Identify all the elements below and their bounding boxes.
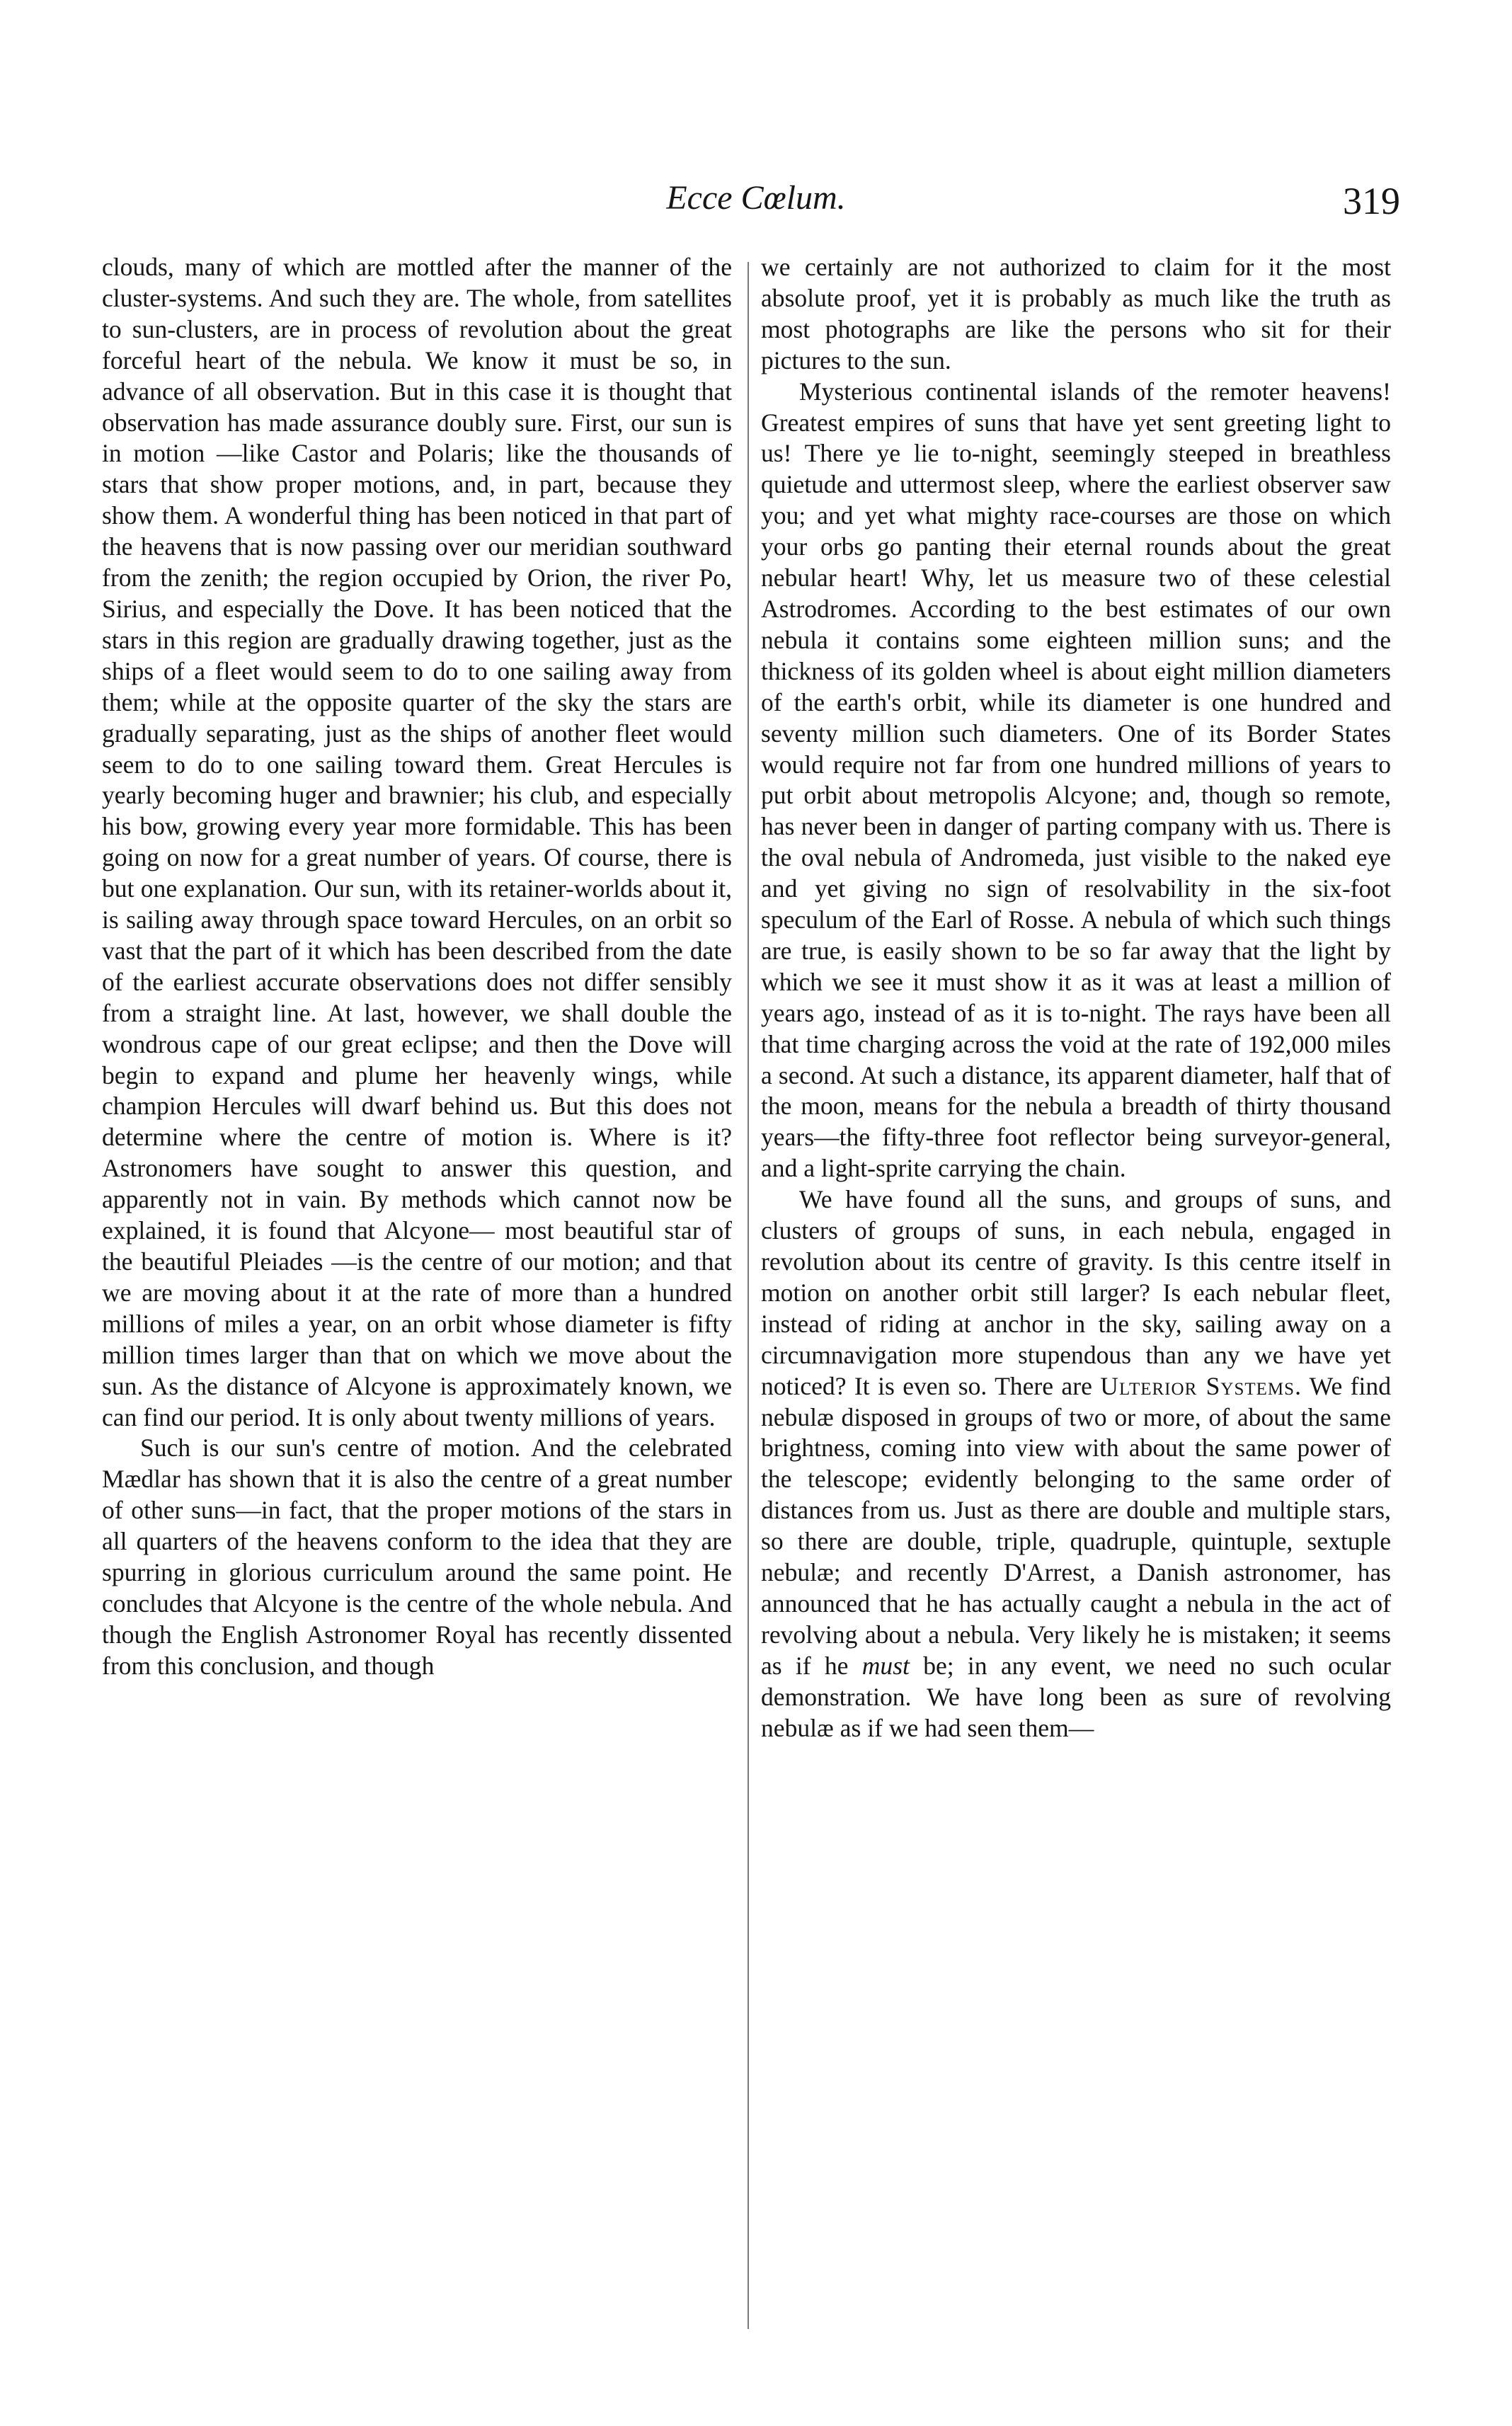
- paragraph: we certainly are not authorized to claim for it the most absolute proof, yet it is probably as much like the truth as most photographs are like the persons who sit for their pictures to the sun.: [761, 253, 1391, 374]
- paragraph: Mysterious continental islands of the remoter heavens! Greatest empires of suns that have yet sent greeting light to us! There ye lie to-night, seemingly steeped in breathless quietude and uttermost sleep, where the earliest observer saw you; and yet what mighty race-courses are those on which your orbs go panting their eternal rounds about the great nebular heart! Why, let us measure two of these celestial Astrodromes. According to the best estimates of our own nebula it contains some eighteen million suns; and the thickness of its golden wheel is about eight million diameters of the earth's orbit, while its diameter is one hundred and seventy million such diameters. One of its Border States would require not far from one hundred millions of years to put orbit about metropolis Alcyone; and, though so remote, has never been in danger of parting company with us. There is the oval nebula of Andromeda, just visible to the naked eye and yet giving no sign of resolvability in the six-foot speculum of the Earl of Rosse. A nebula of which such things are true, is easily shown to be so far away that the light by which we see it must show it as it was at least a million of years ago, instead of as it is to-night. The rays have been all that time charging across the void at the rate of 192,000 miles a second. At such a distance, its apparent diameter, half that of the moon, means for the nebula a breadth of thirty thousand years—the fifty-three foot reflector being surveyor-general, and a light-sprite carrying the chain.: [761, 377, 1391, 1183]
- column-divider: [748, 262, 749, 2329]
- page-header: [0, 177, 1512, 234]
- left-column: [102, 252, 732, 1682]
- text-run: We find nebulæ disposed in groups of two or more, of about the same brightness, coming into view with about the same power of the telescope; evidently belonging to the same order of distances from us. Just as there are double and multiple stars, so there are double, triple, quadruple, quintuple, sextuple nebulæ; and recently D'Arrest, a Danish astronomer, has announced that he has actually caught a nebula in the act of revolving about a nebula. Very likely he is mistaken; it seems as if he: [761, 1371, 1391, 1680]
- paragraph: [761, 1184, 1391, 1744]
- text-run: be; in any event, we need no such ocular demonstration. We have long been as sure of revolving nebulæ as if we had seen them—: [761, 1651, 1391, 1742]
- running-title: Ecce Cœlum.: [666, 179, 846, 217]
- page-number: 319: [1343, 180, 1400, 222]
- right-column: [761, 252, 1391, 1744]
- paragraph: Such is our sun's centre of motion. And the celebrated Mædlar has shown that it is also the centre of a great number of other suns—in fact, that the proper motions of the stars in all quarters of the heavens conform to the idea that they are spurring in glorious curriculum around the same point. He concludes that Alcyone is the centre of the whole nebula. And though the English Astronomer Royal has recently dissented from this conclusion, and though: [102, 1434, 732, 1680]
- small-caps-term: Ulterior Systems.: [1100, 1371, 1302, 1400]
- emphasis: must: [861, 1651, 910, 1680]
- paragraph: clouds, many of which are mottled after the manner of the cluster-systems. And such they are. The whole, from satellites to sun-clusters, are in process of revolution about the great forceful heart of the nebula. We know it must be so, in advance of all observation. But in this case it is thought that observation has made assurance doubly sure. First, our sun is in motion —like Castor and Polaris; like the thousands of stars that show proper motions, and, in part, because they show them. A wonderful thing has been noticed in that part of the heavens that is now passing over our meridian southward from the zenith; the region occupied by Orion, the river Po, Sirius, and especially the Dove. It has been noticed that the stars in this region are gradually drawing together, just as the ships of a fleet would seem to do to one sailing away from them; while at the opposite quarter of the sky the stars are gradually separating, just as the ships of another fleet would seem to do to one sailing toward them. Great Hercules is yearly becoming huger and brawnier; his club, and especially his bow, growing every year more formidable. This has been going on now for a great number of years. Of course, there is but one explanation. Our sun, with its retainer-worlds about it, is sailing away through space toward Hercules, on an orbit so vast that the part of it which has been described from the date of the earliest accurate observations does not differ sensibly from a straight line. At last, however, we shall double the wondrous cape of our great eclipse; and then the Dove will begin to expand and plume her heavenly wings, while champion Hercules will dwarf behind us. But this does not determine where the centre of motion is. Where is it? Astronomers have sought to answer this question, and apparently not in vain. By methods which cannot now be explained, it is found that Alcyone— most beautiful star of the beautiful Pleiades —is the centre of our motion; and that we are moving about it at the rate of more than a hundred millions of miles a year, on an orbit whose diameter is fifty million times larger than that on which we move about the sun. As the distance of Alcyone is approximately known, we can find our period. It is only about twenty millions of years.: [102, 253, 732, 1431]
- text-run: We have found all the suns, and groups of suns, and clusters of groups of suns, in each nebula, engaged in revolution about its centre of gravity. Is this centre itself in motion on another orbit still larger? Is each nebular fleet, instead of riding at anchor in the sky, sailing away on a circumnavigation more stupendous than any we have yet noticed? It is even so. There are: [761, 1185, 1391, 1400]
